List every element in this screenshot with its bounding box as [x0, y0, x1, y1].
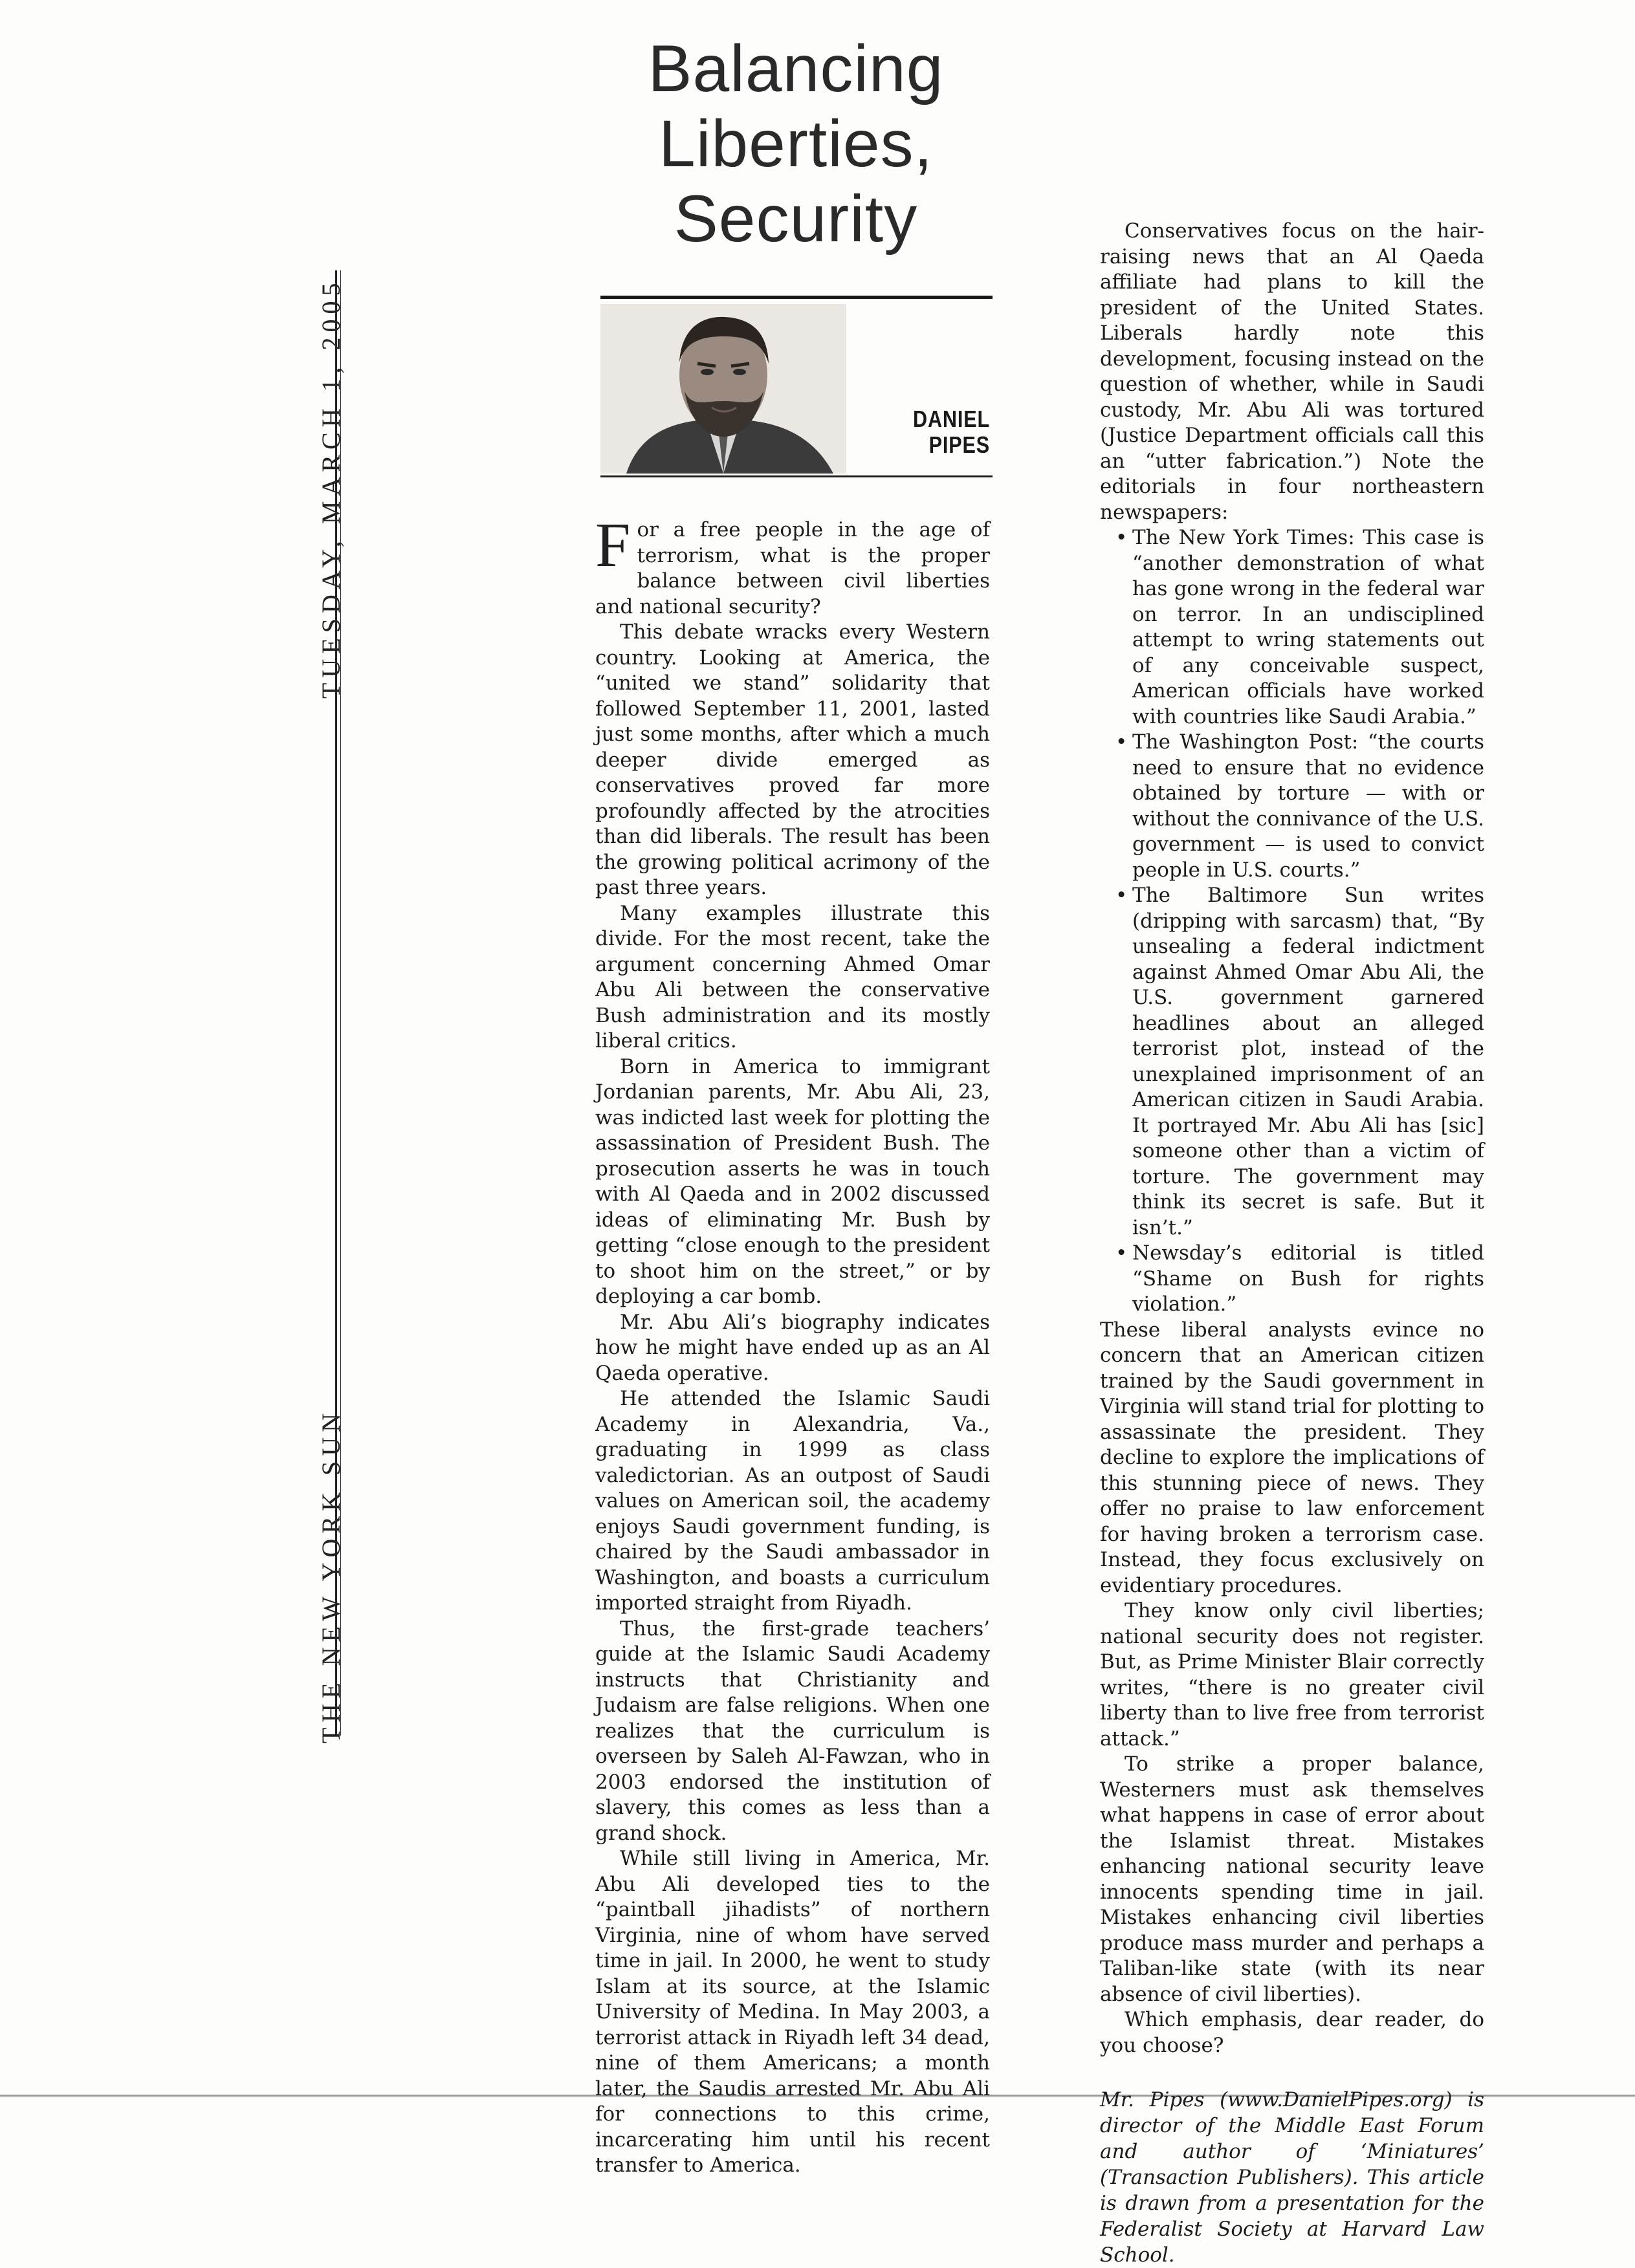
margin-newspaper-name: THE NEW YORK SUN: [316, 1408, 346, 1743]
article-paragraph: Conservatives focus on the hair-raising news that an Al Qaeda affiliate had plans to kill the president of the United States. Liberals hardly note this development, focusing instead on the question of whether, while in Saudi custody, Mr. Abu Ali was tortured (Justice Department officials call this an “utter fabrication.”) Note the editorials in four northeastern newspapers:: [1100, 219, 1484, 524]
article-paragraph: Many examples illustrate this divide. For the most recent, take the argument concerning Ahmed Omar Abu Ali between the conservative Bush administration and its mostly liberal critics.: [595, 901, 990, 1052]
byline-first-name: DANIEL: [913, 406, 990, 432]
author-portrait-image: [600, 304, 846, 474]
article-paragraph: Thus, the first-grade teachers’ guide at the Islamic Saudi Academy instructs that Christianity and Judaism are false religions. When one realizes that the curriculum is overseen by Saleh Al-Fawzan, who in 2003 endorsed the institution of slavery, this comes as less than a grand shock.: [595, 1617, 990, 1845]
headline-rule: [600, 296, 993, 299]
article-paragraph: To strike a proper balance, Westerners must ask themselves what happens in case of error about the Islamist threat. Mistakes enhancing national security leave innocents spending time in jail. Mistakes enhancing civil liberties produce mass murder and perhaps a Taliban-like state (with its near absence of civil liberties).: [1100, 1752, 1484, 2006]
article-paragraph: This debate wracks every Western country. Looking at America, the “united we stand” solidarity that followed September 11, 2001, lasted just some months, after which a much deeper divide emerged as conservatives proved far more profoundly affected by the atrocities than did liberals. The result has been the growing political acrimony of the past three years.: [595, 620, 990, 899]
drop-cap: F: [595, 510, 631, 580]
article-paragraph: These liberal analysts evince no concern that an American citizen trained by the Saudi government in Virginia will stand trial for plotting to assassinate the president. They decline to explore the implications of this stunning piece of news. They offer no praise to law enforcement for having broken a terrorism case. Instead, they focus exclusively on evidentiary procedures.: [1100, 1318, 1484, 1597]
article-paragraph: While still living in America, Mr. Abu Ali developed ties to the “paintball jihadists” of northern Virginia, nine of whom have served time in jail. In 2000, he went to study Islam at its source, at the Islamic University of Medina. In May 2003, a terrorist attack in Riyadh left 34 dead, nine of them Americans; a month later, the Saudis arrested Mr. Abu Ali for connections to this crime, incarcerating him until his recent transfer to America.: [595, 1847, 990, 2177]
margin-date: TUESDAY, MARCH 1, 2005: [316, 278, 346, 699]
article-paragraph: Mr. Abu Ali’s biography indicates how he might have ended up as an Al Qaeda operative.: [595, 1310, 990, 1385]
photo-rule: [600, 475, 993, 477]
byline: [880, 406, 990, 458]
list-item: • The Baltimore Sun writes (dripping with sarcasm) that, “By unsealing a federal indictment against Ahmed Omar Abu Ali, the U.S. government garnered headlines about an alleged terrorist plot, instead of the unexplained imprisonment of an American citizen in Saudi Arabia. It portrayed Mr. Abu Ali has [sic] someone other than a victim of torture. The government may think its secret is safe. But it isn’t.”: [1132, 883, 1484, 1241]
headline-line: Balancing: [648, 32, 944, 105]
article-paragraph: Which emphasis, dear reader, do you choose?: [1100, 2008, 1484, 2057]
headline-line: Security: [674, 182, 918, 256]
article-paragraph: He attended the Islamic Saudi Academy in Alexandria, Va., graduating in 1999 as class valedictorian. As an outpost of Saudi values on American soil, the academy enjoys Saudi government funding, is chaired by the Saudi ambassador in Washington, and boasts a curriculum imported straight from Riyadh.: [595, 1387, 990, 1615]
headline-line: Liberties,: [659, 107, 933, 180]
article-paragraph: They know only civil liberties; national security does not register. But, as Prime Minister Blair correctly writes, “there is no greater civil liberty than to live free from terrorist attack.”: [1100, 1599, 1484, 1750]
author-bio: Mr. Pipes (www.DanielPipes.org) is director of the Middle East Forum and author of ‘Miniatures’ (Transaction Publishers). This article is drawn from a presentation for the Federalist Society at Harvard Law School.: [1100, 2088, 1484, 2267]
editorial-list: [1100, 525, 1484, 1318]
byline-last-name: PIPES: [928, 431, 990, 458]
author-photo: [600, 304, 846, 474]
paragraph-text: or a free people in the age of terrorism, what is the proper balance between civil liberties and national security?: [595, 518, 990, 618]
headline: [602, 31, 990, 256]
list-item: • Newsday’s editorial is titled “Shame on Bush for rights violation.”: [1132, 1241, 1484, 1318]
article-paragraph: [595, 510, 990, 620]
article-column-1: [595, 510, 990, 2179]
list-item: • The New York Times: This case is “another demonstration of what has gone wrong in the federal war on terror. In an undisciplined attempt to wring statements out of any conceivable suspect, American officials have worked with countries like Saudi Arabia.”: [1132, 525, 1484, 730]
article-paragraph: Born in America to immigrant Jordanian parents, Mr. Abu Ali, 23, was indicted last week for plotting the assassination of President Bush. The prosecution asserts he was in touch with Al Qaeda and in 2002 discussed ideas of eliminating Mr. Bush by getting “close enough to the president to shoot him on the street,” or by deploying a car bomb.: [595, 1054, 990, 1308]
list-item: • The Washington Post: “the courts need to ensure that no evidence obtained by torture — with or without the connivance of the U.S. government — is used to convict people in U.S. courts.”: [1132, 730, 1484, 883]
article-column-2: [1100, 219, 1484, 2268]
